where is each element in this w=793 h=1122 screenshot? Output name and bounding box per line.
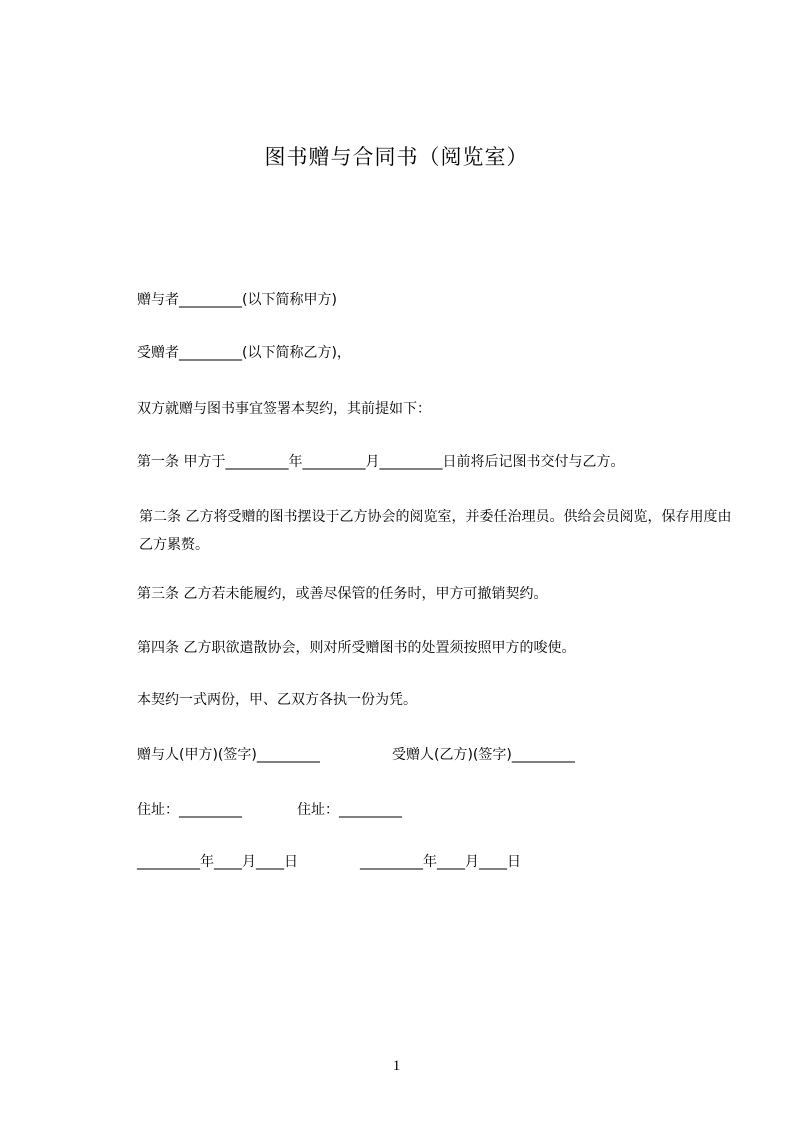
recipient-address: 住址：_________ [297, 802, 402, 818]
article-2: 第二条 乙方将受赠的图书摆设于乙方协会的阅览室，并委任治理员。供给会员阅览，保存用度由乙方累赘。 [139, 509, 732, 553]
recipient-date: _________年____月____日 [360, 854, 521, 870]
article-4: 第四条 乙方职欲遣散协会，则对所受赠图书的处置须按照甲方的唆使。 [137, 640, 576, 656]
recipient-signature: 受赠人(乙方)(签字)_________ [392, 747, 575, 763]
donor-line: 赠与者_________(以下简称甲方) [137, 292, 337, 308]
copies-clause: 本契约一式两份，甲、乙双方各执一份为凭。 [137, 692, 417, 708]
donor-date: _________年____月____日 [137, 854, 298, 870]
donor-signature: 赠与人(甲方)(签字)_________ [137, 747, 320, 763]
preamble-line: 双方就赠与图书事宜签署本契约，其前提如下： [137, 401, 431, 417]
article-3: 第三条 乙方若未能履约，或善尽保管的任务时，甲方可撤销契约。 [137, 586, 548, 602]
article-1: 第一条 甲方于_________年_________月_________日前将后记图书交付与乙方。 [137, 454, 625, 470]
recipient-line: 受赠者_________(以下简称乙方)， [137, 345, 351, 361]
donor-address: 住址：_________ [137, 802, 242, 818]
page-number: 1 [392, 1058, 401, 1074]
document-title: 图书赠与合同书（阅览室） [264, 145, 529, 169]
